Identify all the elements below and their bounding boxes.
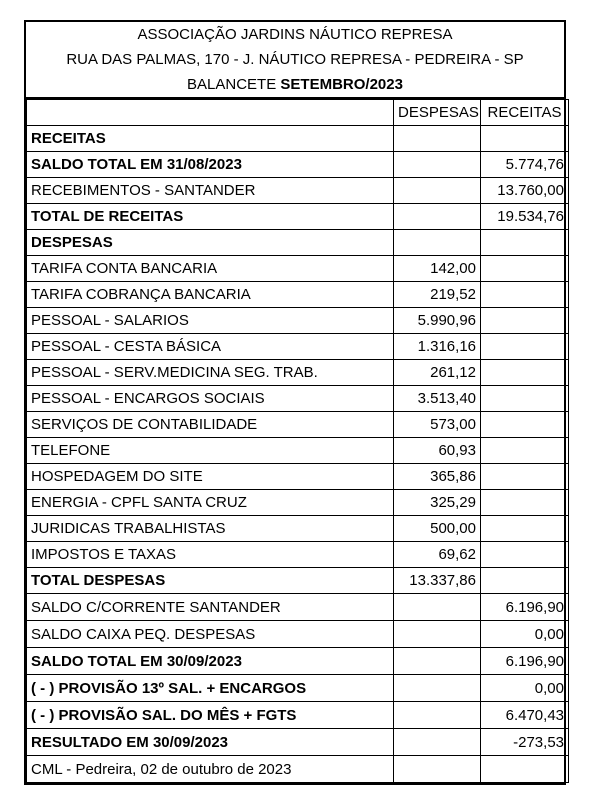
table-row	[27, 438, 569, 464]
row-description: CML - Pedreira, 02 de outubro de 2023	[27, 756, 394, 783]
row-receitas-value: 13.760,00	[481, 178, 569, 204]
table-row	[27, 334, 569, 360]
row-despesas-value	[394, 204, 481, 230]
table-row	[27, 256, 569, 282]
row-description: IMPOSTOS E TAXAS	[27, 542, 394, 568]
row-description: DESPESAS	[27, 230, 394, 256]
row-receitas-value: 6.196,90	[481, 648, 569, 675]
row-despesas-value: 142,00	[394, 256, 481, 282]
table-row	[27, 594, 569, 621]
row-description: TARIFA COBRANÇA BANCARIA	[27, 282, 394, 308]
column-header-receitas: RECEITAS	[481, 100, 569, 126]
row-despesas-value: 3.513,40	[394, 386, 481, 412]
table-row	[27, 568, 569, 594]
row-description: PESSOAL - SALARIOS	[27, 308, 394, 334]
row-description: ENERGIA - CPFL SANTA CRUZ	[27, 490, 394, 516]
row-description: PESSOAL - CESTA BÁSICA	[27, 334, 394, 360]
row-receitas-value	[481, 230, 569, 256]
table-row	[27, 542, 569, 568]
balancete-sheet	[24, 20, 566, 785]
row-description: TARIFA CONTA BANCARIA	[27, 256, 394, 282]
row-description: TOTAL DESPESAS	[27, 568, 394, 594]
row-despesas-value	[394, 756, 481, 783]
table-row	[27, 360, 569, 386]
ledger-table	[26, 99, 569, 783]
row-description: SALDO TOTAL EM 30/09/2023	[27, 648, 394, 675]
table-row	[27, 282, 569, 308]
table-row	[27, 126, 569, 152]
row-receitas-value: 6.196,90	[481, 594, 569, 621]
row-receitas-value	[481, 334, 569, 360]
row-receitas-value	[481, 542, 569, 568]
row-receitas-value	[481, 756, 569, 783]
row-despesas-value: 365,86	[394, 464, 481, 490]
column-header-despesas: DESPESAS	[394, 100, 481, 126]
ledger-table-frame	[24, 97, 566, 785]
table-row	[27, 464, 569, 490]
row-despesas-value	[394, 648, 481, 675]
row-receitas-value	[481, 308, 569, 334]
row-receitas-value	[481, 438, 569, 464]
row-receitas-value	[481, 282, 569, 308]
row-despesas-value	[394, 126, 481, 152]
table-row	[27, 756, 569, 783]
row-receitas-value	[481, 386, 569, 412]
row-despesas-value: 325,29	[394, 490, 481, 516]
org-address: RUA DAS PALMAS, 170 - J. NÁUTICO REPRESA - PEDREIRA - SP	[66, 51, 524, 68]
report-period: SETEMBRO/2023	[280, 76, 403, 93]
row-description: ( - ) PROVISÃO 13º SAL. + ENCARGOS	[27, 675, 394, 702]
table-row	[27, 648, 569, 675]
row-receitas-value	[481, 464, 569, 490]
row-description: JURIDICAS TRABALHISTAS	[27, 516, 394, 542]
row-description: SERVIÇOS DE CONTABILIDADE	[27, 412, 394, 438]
row-description: PESSOAL - SERV.MEDICINA SEG. TRAB.	[27, 360, 394, 386]
row-description: PESSOAL - ENCARGOS SOCIAIS	[27, 386, 394, 412]
row-despesas-value	[394, 178, 481, 204]
row-despesas-value	[394, 702, 481, 729]
balancete-label: BALANCETE	[187, 76, 277, 93]
row-despesas-value	[394, 729, 481, 756]
table-row	[27, 230, 569, 256]
row-receitas-value	[481, 256, 569, 282]
row-description: RECEBIMENTOS - SANTANDER	[27, 178, 394, 204]
table-row	[27, 675, 569, 702]
row-description: TELEFONE	[27, 438, 394, 464]
row-receitas-value	[481, 568, 569, 594]
row-despesas-value	[394, 675, 481, 702]
row-despesas-value	[394, 621, 481, 648]
row-despesas-value: 60,93	[394, 438, 481, 464]
row-description: HOSPEDAGEM DO SITE	[27, 464, 394, 490]
table-row	[27, 308, 569, 334]
row-receitas-value: 0,00	[481, 621, 569, 648]
row-receitas-value: -273,53	[481, 729, 569, 756]
row-receitas-value	[481, 126, 569, 152]
row-description: SALDO CAIXA PEQ. DESPESAS	[27, 621, 394, 648]
row-despesas-value: 1.316,16	[394, 334, 481, 360]
table-row	[27, 621, 569, 648]
table-row	[27, 516, 569, 542]
table-row	[27, 152, 569, 178]
row-receitas-value	[481, 360, 569, 386]
row-despesas-value: 69,62	[394, 542, 481, 568]
row-despesas-value	[394, 594, 481, 621]
org-name: ASSOCIAÇÃO JARDINS NÁUTICO REPRESA	[137, 26, 453, 43]
table-row	[27, 412, 569, 438]
table-row	[27, 204, 569, 230]
row-despesas-value: 219,52	[394, 282, 481, 308]
table-row	[27, 490, 569, 516]
row-despesas-value: 573,00	[394, 412, 481, 438]
row-description: SALDO C/CORRENTE SANTANDER	[27, 594, 394, 621]
report-header	[24, 20, 566, 97]
row-receitas-value: 5.774,76	[481, 152, 569, 178]
table-row	[27, 729, 569, 756]
column-header-desc	[27, 100, 394, 126]
row-description: SALDO TOTAL EM 31/08/2023	[27, 152, 394, 178]
row-despesas-value: 500,00	[394, 516, 481, 542]
row-despesas-value: 261,12	[394, 360, 481, 386]
row-receitas-value	[481, 490, 569, 516]
row-despesas-value	[394, 152, 481, 178]
row-receitas-value	[481, 412, 569, 438]
report-title	[26, 72, 564, 97]
row-description: RECEITAS	[27, 126, 394, 152]
row-description: TOTAL DE RECEITAS	[27, 204, 394, 230]
row-receitas-value: 19.534,76	[481, 204, 569, 230]
table-row	[27, 178, 569, 204]
row-receitas-value	[481, 516, 569, 542]
row-despesas-value	[394, 230, 481, 256]
row-description: ( - ) PROVISÃO SAL. DO MÊS + FGTS	[27, 702, 394, 729]
column-header-row	[27, 100, 569, 126]
row-despesas-value: 5.990,96	[394, 308, 481, 334]
row-despesas-value: 13.337,86	[394, 568, 481, 594]
table-row	[27, 702, 569, 729]
table-row	[27, 386, 569, 412]
row-receitas-value: 0,00	[481, 675, 569, 702]
row-description: RESULTADO EM 30/09/2023	[27, 729, 394, 756]
row-receitas-value: 6.470,43	[481, 702, 569, 729]
